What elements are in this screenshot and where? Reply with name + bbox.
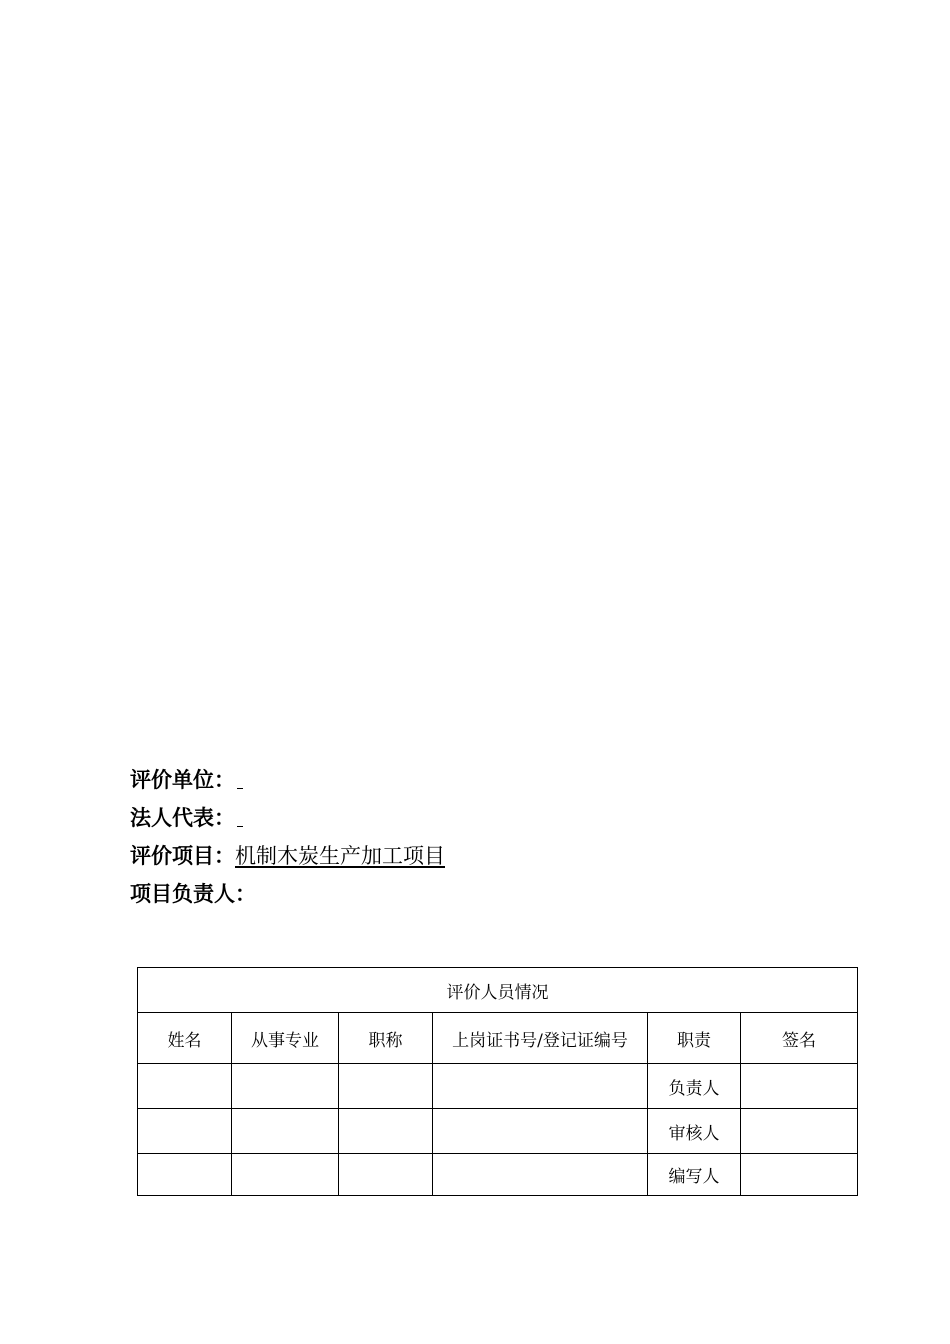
evaluation-info bbox=[130, 762, 830, 914]
cell-name bbox=[138, 1064, 232, 1109]
cell-title bbox=[339, 1109, 433, 1154]
cell-certificate bbox=[433, 1154, 648, 1196]
legal-representative-line bbox=[130, 800, 830, 838]
header-signature: 签名 bbox=[741, 1013, 858, 1064]
evaluation-unit-blank bbox=[237, 768, 243, 789]
evaluation-project-label: 评价项目： bbox=[130, 843, 235, 868]
table-row bbox=[138, 1154, 858, 1196]
cell-certificate bbox=[433, 1109, 648, 1154]
cell-signature bbox=[741, 1109, 858, 1154]
cell-signature bbox=[741, 1064, 858, 1109]
header-major: 从事专业 bbox=[232, 1013, 339, 1064]
header-title: 职称 bbox=[339, 1013, 433, 1064]
header-certificate: 上岗证书号/登记证编号 bbox=[433, 1013, 648, 1064]
cell-major bbox=[232, 1154, 339, 1196]
evaluation-unit-label: 评价单位： bbox=[130, 767, 235, 792]
cell-name bbox=[138, 1154, 232, 1196]
cell-duty: 编写人 bbox=[648, 1154, 741, 1196]
project-leader-label: 项目负责人： bbox=[130, 881, 256, 906]
evaluation-staff-table bbox=[137, 967, 858, 1196]
table-row bbox=[138, 1109, 858, 1154]
cell-title bbox=[339, 1154, 433, 1196]
cell-duty: 审核人 bbox=[648, 1109, 741, 1154]
evaluation-project-value: 机制木炭生产加工项目 bbox=[235, 844, 445, 868]
cell-major bbox=[232, 1109, 339, 1154]
cell-certificate bbox=[433, 1064, 648, 1109]
cell-title bbox=[339, 1064, 433, 1109]
cell-name bbox=[138, 1109, 232, 1154]
cell-major bbox=[232, 1064, 339, 1109]
header-duty: 职责 bbox=[648, 1013, 741, 1064]
legal-representative-label: 法人代表： bbox=[130, 805, 235, 830]
table-row bbox=[138, 1064, 858, 1109]
evaluation-project-line bbox=[130, 838, 830, 876]
project-leader-line bbox=[130, 876, 830, 914]
legal-representative-blank bbox=[237, 806, 243, 827]
table-title-row bbox=[138, 968, 858, 1013]
evaluation-unit-line bbox=[130, 762, 830, 800]
cell-duty: 负责人 bbox=[648, 1064, 741, 1109]
table-header-row bbox=[138, 1013, 858, 1064]
cell-signature bbox=[741, 1154, 858, 1196]
header-name: 姓名 bbox=[138, 1013, 232, 1064]
table-title: 评价人员情况 bbox=[138, 968, 858, 1013]
